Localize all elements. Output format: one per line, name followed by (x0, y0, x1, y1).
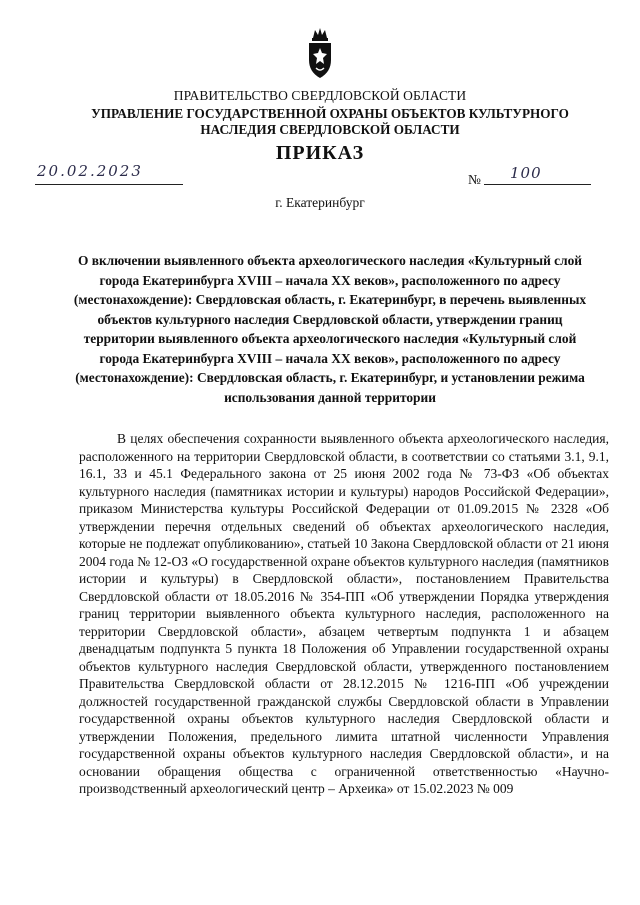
handwritten-date: 20.02.2023 (37, 162, 143, 180)
government-name: ПРАВИТЕЛЬСТВО СВЕРДЛОВСКОЙ ОБЛАСТИ (173, 88, 467, 103)
date-field (35, 164, 183, 185)
handwritten-number: 100 (510, 164, 542, 182)
department-name: УПРАВЛЕНИЕ ГОСУДАРСТВЕННОЙ ОХРАНЫ ОБЪЕКТОВ КУЛЬТУРНОГО НАСЛЕДИЯ СВЕРДЛОВСКОЙ ОБЛАСТИ (91, 106, 569, 137)
document-type: ПРИКАЗ (275, 142, 365, 164)
number-field (484, 166, 591, 185)
coat-of-arms-icon (305, 26, 335, 82)
document-subject: О включении выявленного объекта археологического наследия «Культурный слой города Екатеринбурга XVIII – начала XX веков», расположенного по адресу (местонахождение): Свердловская область, г. Екатеринбург, в перечень выявленных объектов культурного наследия Свердловской области, утверждении границ территории выявленного объекта археологического наследия «Культурный слой города Екатеринбурга XVIII – начала XX веков», расположенного по адресу (местонахождение): Свердловская область, г. Екатеринбург, и установлении режима использования данной территории (73, 253, 587, 405)
city-name: г. Екатеринбург (275, 195, 365, 210)
number-sign: № (468, 172, 481, 187)
body-paragraph: В целях обеспечения сохранности выявленного объекта археологического наследия, расположенного на территории Свердловской области, в соответствии со статьями 3.1, 9.1, 16.1, 33 и 45.1 Федерального закона от 25 июня 2002 года № 73-ФЗ «Об объектах культурного наследия (памятниках истории и культуры) народов Российской Федерации», приказом Министерства культуры Российской Федерации от 01.09.2015 № 2328 «Об утверждении перечня отдельных сведений об объектах археологического наследия, которые не подлежат опубликованию», статьей 10 Закона Свердловской области от 21 июня 2004 года № 12-ОЗ «О государственной охране объектов культурного наследия (памятников истории и культуры) в Свердловской области», постановлением Правительства Свердловской области от 18.05.2016 № 354-ПП «Об утверждении Порядка утверждения границ территории выявленного объекта культурного наследия, расположенного на территории Свердловской области», абзацем четвертым подпункта 1 и абзацем двенадцатым подпункта 5 пункта 18 Положения об Управлении государственной охраны объектов культурного наследия Свердловской области, утвержденного постановлением Правительства Свердловской области от 28.12.2015 № 1216-ПП «Об учреждении должностей государственной гражданской службы Свердловской области в Управлении государственной охраны объектов культурного наследия Свердловской области и утверждении Положения, предельного лимита штатной численности Управления государственной охраны объектов культурного наследия Свердловской области», и на основании обращения общества с ограниченной ответственностью «Научно-производственный археологический центр – Археика» от 15.02.2023 № 009 (79, 431, 609, 796)
